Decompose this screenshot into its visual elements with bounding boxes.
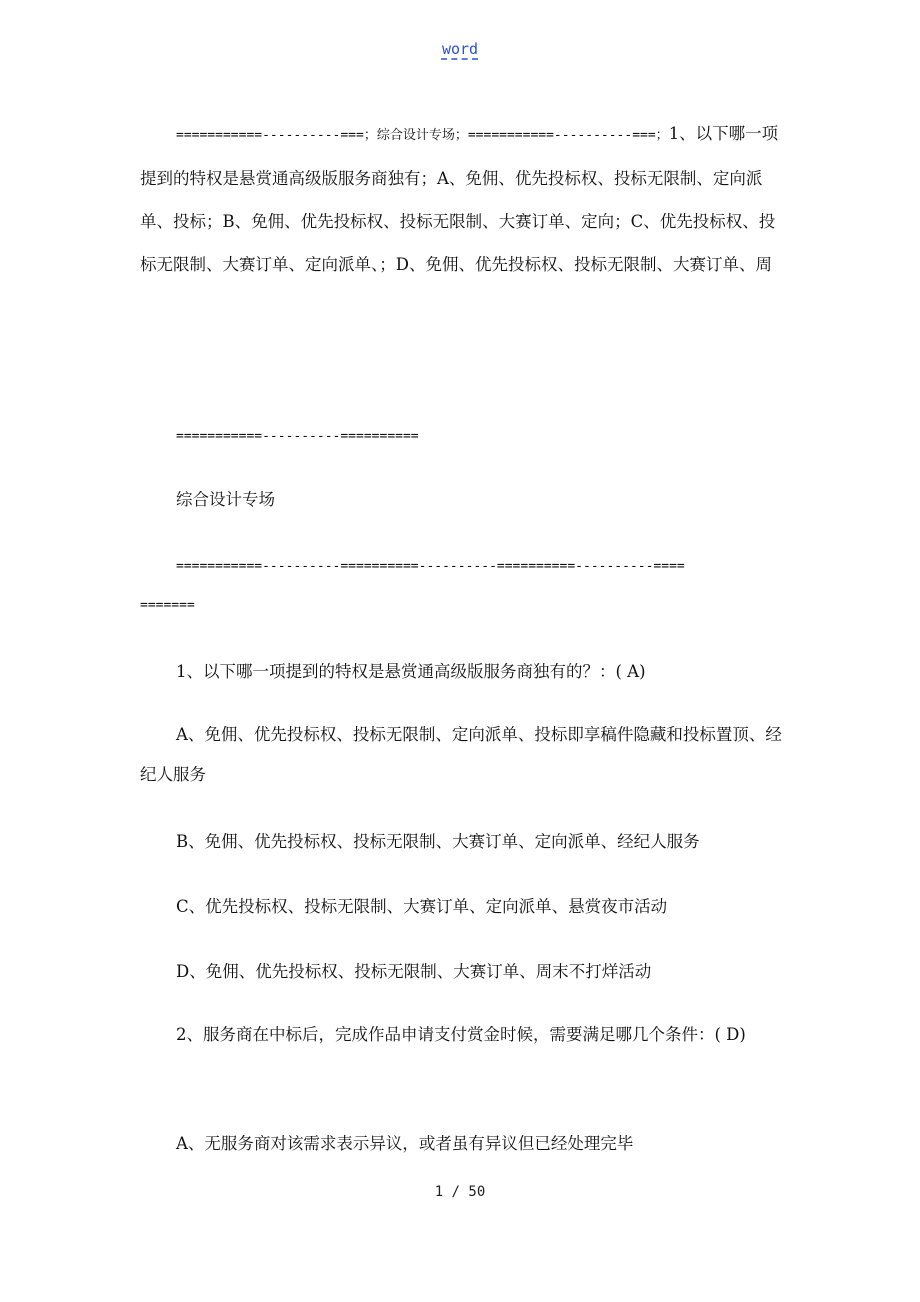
- summary-separator: ===========----------===；综合设计专场；===========----------===；: [176, 128, 669, 143]
- q1-option-d-block: [140, 950, 790, 993]
- section-separator-long-block: [140, 543, 790, 627]
- section-separator-short: ===========----------==========: [176, 429, 419, 444]
- summary-paragraph: [140, 112, 790, 286]
- section-title-block: [140, 478, 790, 521]
- q1-option-a-block: [140, 715, 790, 795]
- section-separator-short-block: [140, 413, 790, 458]
- page-number: 1 / 50: [434, 1184, 486, 1200]
- question-1: 1、以下哪一项提到的特权是悬赏通高级版服务商独有的？：( A): [176, 662, 646, 681]
- q2-option-a: A、无服务商对该需求表示异议，或者虽有异议但已经处理完毕: [176, 1134, 634, 1153]
- q1-option-b-block: [140, 820, 790, 863]
- section-separator-long: ===========----------==========----------==========----------====: [176, 559, 685, 574]
- page-header: [0, 40, 920, 58]
- q1-option-a: A、免佣、优先投标权、投标无限制、定向派单、投标即享稿件隐藏和投标置顶、经纪人服务: [140, 725, 782, 784]
- q1-option-b: B、免佣、优先投标权、投标无限制、大赛订单、定向派单、经纪人服务: [176, 832, 700, 851]
- question-2: 2、服务商在中标后，完成作品申请支付赏金时候，需要满足哪几个条件：( D): [176, 1025, 746, 1044]
- header-word-link[interactable]: word: [441, 40, 479, 58]
- question-1-block: [140, 650, 790, 693]
- q2-option-a-block: [140, 1122, 790, 1165]
- summary-text: 1、以下哪一项提到的特权是悬赏通高级版服务商独有；A、免佣、优先投标权、投标无限制、定向派单、投标；B、免佣、优先投标权、投标无限制、大赛订单、定向；C、优先投标权、投标无限制、大赛订单、定向派单、；D、免佣、优先投标权、投标无限制、大赛订单、周: [140, 124, 779, 274]
- section-title: 综合设计专场: [176, 490, 275, 509]
- q1-option-c: C、优先投标权、投标无限制、大赛订单、定向派单、悬赏夜市活动: [176, 897, 668, 916]
- section-separator-long-cont: =======: [140, 598, 195, 613]
- q1-option-c-block: [140, 885, 790, 928]
- question-2-block: [140, 1015, 790, 1055]
- q1-option-d: D、免佣、优先投标权、投标无限制、大赛订单、周末不打烊活动: [176, 962, 652, 981]
